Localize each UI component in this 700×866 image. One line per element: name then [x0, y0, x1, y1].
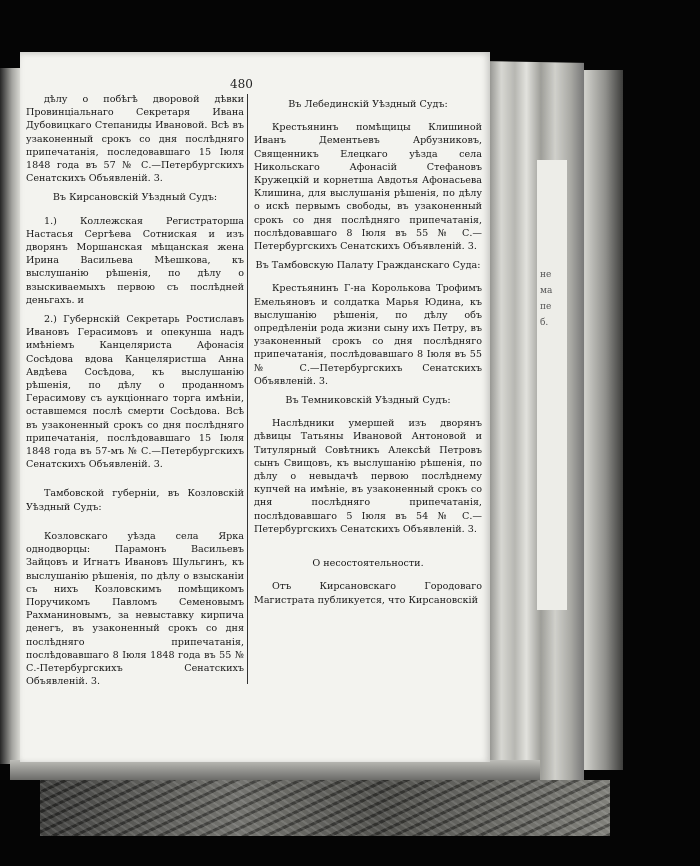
- paragraph: дѣлу о побѣгѣ дворовой дѣвки Провинціальнаго Секретаря Ивана Дубовицкаго Степаниды Ивановой. Всѣ въ узаконенный срокъ со дня послѣдняго припечатанія, последовавшаго 15 Іюля 1848 года въ 57 № С.—Петербургскихъ Сенатскихъ Объявленій. 3.: [26, 94, 244, 185]
- paragraph: Крестьянинъ помѣщицы Клишиной Иванъ Дементьевъ Арбузниковъ, Священникъ Елецкаго уѣзда села Никольскаго Афонасій Стефановъ Кружецкій и корнетша Авдотья Афонасьева Клишина, для выслушанія рѣшенія, по дѣлу о искѣ первымъ свободы, въ узаконенный срокъ со дня послѣдняго припечатанія, послѣдовавшаго 8 Іюля въ 55 № С.—Петербургскихъ Сенатскихъ Объявленій. 3.: [254, 122, 482, 253]
- section-heading: Въ Тамбовскую Палату Гражданскаго Суда:: [255, 260, 481, 272]
- paragraph-gap: [254, 542, 482, 552]
- right-text-column: [254, 93, 482, 613]
- section-heading: Въ Кирсановскій Уѣздный Судъ:: [52, 192, 218, 204]
- paragraph: Отъ Кирсановскаго Городоваго Магистрата публикуется, что Кирсановскій: [254, 581, 482, 606]
- paragraph: 1.) Коллежская Регистраторша Настасья Сергѣева Сотниская и изъ дворянъ Моршанская мѣщанская жена Ирина Васильева Мѣешкова, къ выслушанію рѣшенія, по дѣлу о взыскиваемыхъ первою съ послѣдней деньгахъ. и: [26, 215, 244, 306]
- left-text-column: [26, 93, 244, 694]
- column-divider: [247, 94, 248, 684]
- section-heading: О несостоятельности.: [312, 558, 424, 570]
- underlying-text-fragment: пе: [540, 302, 552, 312]
- previous-page-edge: [0, 68, 20, 764]
- book-block-edge: [488, 61, 584, 785]
- underlying-page: [537, 160, 567, 610]
- binding-cloth: [40, 780, 610, 836]
- paragraph: Тамбовской губерніи, въ Козловскій Уѣздный Судъ:: [26, 488, 244, 513]
- section-heading: Въ Лебединскій Уѣздный Судъ:: [288, 99, 448, 110]
- paragraph: Козловскаго уѣзда села Ярка однодворцы: Парамонъ Васильевъ Зайцовъ и Игнатъ Ивановъ Шульгинъ, къ выслушанію рѣшенія, по дѣлу о взысканіи съ нихъ Козловскимъ помѣщикомъ Поручикомъ Павломъ Семеновымъ Рахманиновымъ, за невыставку кирпича денегъ, въ узаконенный срокъ со дня послѣдняго припечатанія, послѣдовавшаго 8 Іюля 1848 года въ 55 № С.-Петербургскихъ Сенатскихъ Объявленій. 3.: [26, 530, 244, 688]
- section-heading: Въ Темниковскій Уѣздный Судъ:: [285, 395, 451, 407]
- paragraph-gap: [26, 477, 244, 487]
- page-number: 480: [230, 77, 253, 91]
- underlying-text-fragment: ма: [540, 286, 553, 296]
- paragraph: Крестьянинъ Г-на Королькова Трофимъ Емельяновъ и солдатка Марья Юдина, къ выслушанію рѣшенія, по дѣлу объ опредѣленіи рода жизни сыну ихъ Петру, въ узаконенный срокъ со дня послѣдняго припечатанія, послѣдовавшаго 8 Іюля въ 55 № С.—Петербургскихъ Сенатскихъ Объявленій. 3.: [254, 283, 482, 387]
- underlying-text-fragment: б.: [540, 318, 549, 328]
- paragraph: 2.) Губернскій Секретарь Ростиславъ Ивановъ Герасимовъ и опекунша надъ имѣніемъ Канцеляриста Афонасія Сосѣдова вдова Канцеляристша Анна Авдѣева Сосѣдова, къ выслушанію рѣшенія, по дѣлу о проданномъ Герасимову съ аукціоннаго торга имѣніи, оставшемся послѣ смерти Сосѣдова. Всѣ въ узаконенный срокъ со дня послѣдняго припечатанія, послѣдовавшаго 15 Іюля 1848 года въ 57-мъ № С.—Петербургскихъ Сенатскихъ Объявленій. 3.: [26, 314, 244, 471]
- paragraph-gap: [26, 520, 244, 530]
- paragraph: Наслѣдники умершей изъ дворянъ дѣвицы Татьяны Ивановой Антоновой и Титулярный Совѣтникъ Алексѣй Петровъ сынъ Свищовъ, къ выслушанію рѣшенія, по дѣлу о невыдачѣ первою послѣднему купчей на имѣніе, въ узаконенный срокъ со дня послѣдняго припечатанія, послѣдовавшаго 5 Іюля въ 54 № С.—Петербургскихъ Сенатскихъ Объявленій. 3.: [254, 418, 482, 535]
- page-bottom-edge: [10, 760, 540, 780]
- underlying-text-fragment: не: [540, 270, 552, 280]
